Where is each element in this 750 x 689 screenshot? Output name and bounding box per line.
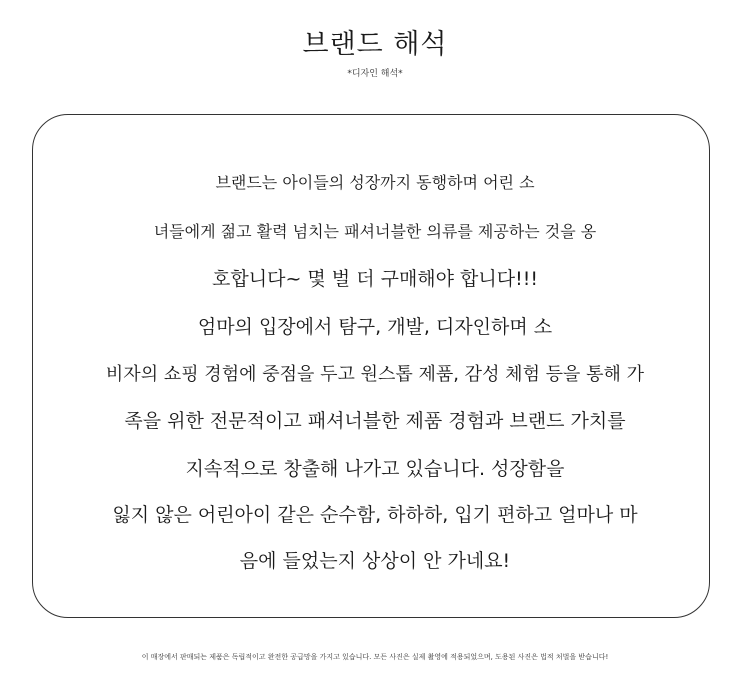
description-line: 지속적으로 창출해 나가고 있습니다. 성장함을: [185, 458, 565, 480]
description-line: 족을 위한 전문적이고 패셔너블한 제품 경험과 브랜드 가치를: [124, 410, 626, 432]
description-line: 엄마의 입장에서 탐구, 개발, 디자인하며 소: [197, 316, 553, 338]
description-line: 비자의 쇼핑 경험에 중점을 두고 원스톱 제품, 감성 체험 등을 통해 가: [105, 364, 645, 385]
description-line: 호합니다~ 몇 벌 더 구매해야 합니다!!!: [212, 268, 538, 290]
description-line: 잃지 않은 어린아이 같은 순수함, 하하하, 입기 편하고 얼마나 마: [112, 504, 638, 526]
description-line: 브랜드는 아이들의 성장까지 동행하며 어린 소: [215, 173, 535, 192]
description-line: 녀들에게 젊고 활력 넘치는 패셔너블한 의류를 제공하는 것을 옹: [153, 222, 597, 241]
page-title: 브랜드 해석: [302, 29, 448, 60]
footer-note: 이 매장에서 판매되는 제품은 독립적이고 완전한 공급망을 가지고 있습니다. 모든 사진은 실제 촬영에 적용되었으며, 도용된 사진은 법적 처벌을 받습니다!: [141, 653, 609, 661]
description-line: 음에 들었는지 상상이 안 가네요!: [239, 550, 511, 572]
page-subtitle: *디자인 해석*: [347, 69, 403, 79]
